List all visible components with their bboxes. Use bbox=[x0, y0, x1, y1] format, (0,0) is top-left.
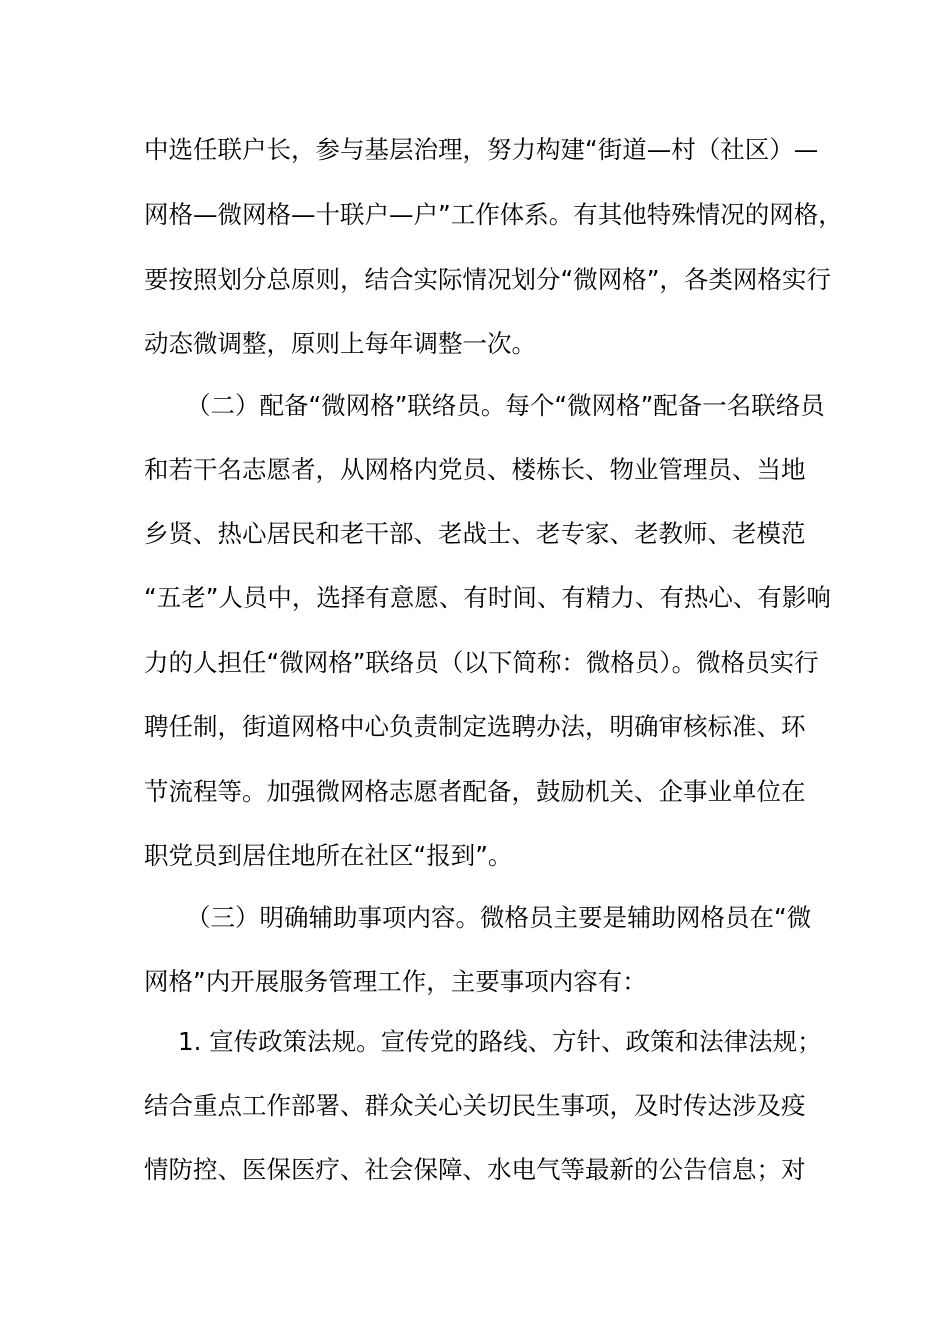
text-line-5: （二）配备“微网格”联络员。每个“微网格”配备一名联络员 bbox=[186, 391, 825, 420]
text-line-17: 情防控、医保医疗、社会保障、水电气等最新的公告信息；对 bbox=[144, 1155, 806, 1184]
text-line-6: 和若干名志愿者，从网格内党员、楼栋长、物业管理员、当地 bbox=[144, 455, 806, 484]
text-line-9: 力的人担任“微网格”联络员（以下简称：微格员）。微格员实行 bbox=[144, 648, 819, 677]
text-line-13: （三）明确辅助事项内容。微格员主要是辅助网格员在“微 bbox=[186, 903, 812, 932]
text-line-16: 结合重点工作部署、群众关心关切民生事项，及时传达涉及疫 bbox=[144, 1091, 806, 1120]
text-line-15: 1. 宣传政策法规。宣传党的路线、方针、政策和法律法规； bbox=[178, 1027, 822, 1056]
text-line-14: 网格”内开展服务管理工作，主要事项内容有： bbox=[144, 967, 647, 996]
text-line-8: “五老”人员中，选择有意愿、有时间、有精力、有热心、有影响 bbox=[144, 583, 831, 612]
text-line-3: 要按照划分总原则，结合实际情况划分“微网格”，各类网格实行 bbox=[144, 265, 831, 294]
text-line-7: 乡贤、热心居民和老干部、老战士、老专家、老教师、老模范 bbox=[144, 519, 806, 548]
text-line-1: 中选任联户长，参与基层治理，努力构建“街道—村（社区）— bbox=[144, 135, 819, 164]
text-line-12: 职党员到居住地所在社区“报到”。 bbox=[144, 841, 513, 870]
text-line-10: 聘任制，街道网格中心负责制定选聘办法，明确审核标准、环 bbox=[144, 712, 806, 741]
text-line-4: 动态微调整，原则上每年调整一次。 bbox=[144, 329, 536, 358]
text-line-2: 网格—微网格—十联户—户”工作体系。有其他特殊情况的网格， bbox=[144, 200, 843, 229]
text-line-11: 节流程等。加强微网格志愿者配备，鼓励机关、企事业单位在 bbox=[144, 777, 806, 806]
